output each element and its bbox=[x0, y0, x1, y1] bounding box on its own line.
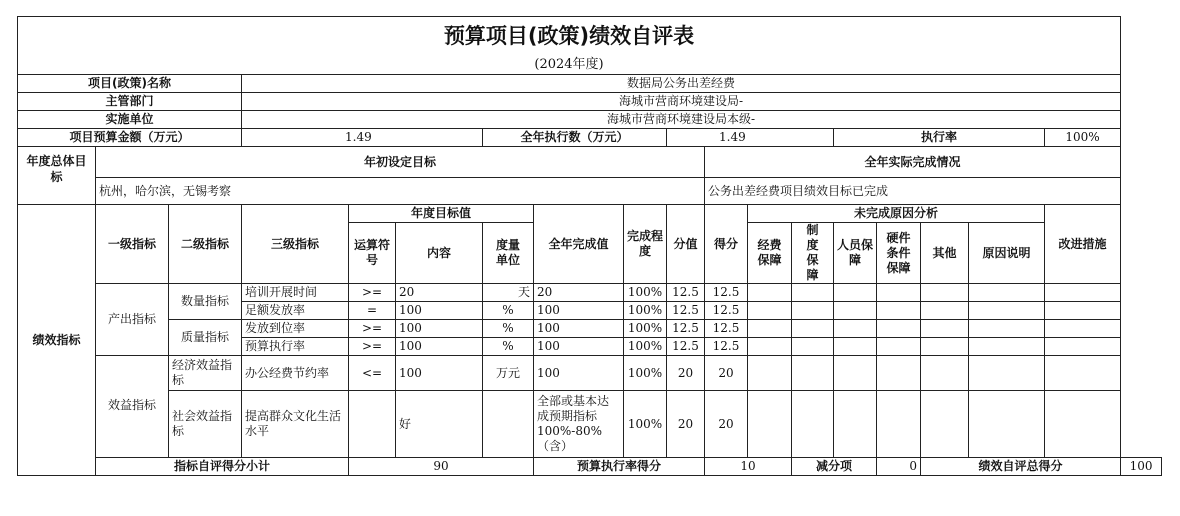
h-r3: 人员保障 bbox=[834, 223, 877, 284]
row-actual: 100 bbox=[534, 338, 624, 356]
l2-qty: 数量指标 bbox=[169, 284, 242, 320]
budget-score-value: 10 bbox=[705, 458, 792, 476]
dept-value: 海城市营商环境建设局- bbox=[242, 93, 1121, 111]
deduct-label: 减分项 bbox=[792, 458, 877, 476]
row-op: = bbox=[349, 302, 396, 320]
row-got: 12.5 bbox=[705, 338, 748, 356]
row-degree: 100% bbox=[624, 320, 667, 338]
budget-label: 项目预算金额（万元） bbox=[18, 129, 242, 147]
row-actual: 全部或基本达成预期指标100%-80%（含） bbox=[534, 391, 624, 458]
h-op: 运算符号 bbox=[349, 223, 396, 284]
row-content: 20 bbox=[396, 284, 483, 302]
h-target: 年度目标值 bbox=[349, 205, 534, 223]
l2-econ: 经济效益指标 bbox=[169, 356, 242, 391]
l1-output: 产出指标 bbox=[96, 284, 169, 356]
row-content: 100 bbox=[396, 320, 483, 338]
table-row bbox=[18, 320, 1162, 338]
h-got: 得分 bbox=[705, 205, 748, 284]
h-level2: 二级指标 bbox=[169, 205, 242, 284]
h-r2: 制度保障 bbox=[792, 223, 834, 284]
row-op: >= bbox=[349, 284, 396, 302]
row-actual: 100 bbox=[534, 320, 624, 338]
row-score: 12.5 bbox=[667, 302, 705, 320]
exec-value: 1.49 bbox=[667, 129, 834, 147]
row-got: 12.5 bbox=[705, 302, 748, 320]
row-name: 足额发放率 bbox=[242, 302, 349, 320]
h-level1: 一级指标 bbox=[96, 205, 169, 284]
budget-value: 1.49 bbox=[242, 129, 483, 147]
row-name: 办公经费节约率 bbox=[242, 356, 349, 391]
row-got: 12.5 bbox=[705, 320, 748, 338]
h-level3: 三级指标 bbox=[242, 205, 349, 284]
row-degree: 100% bbox=[624, 302, 667, 320]
page-subtitle: (2024年度) bbox=[534, 57, 604, 72]
evaluation-sheet bbox=[17, 16, 1162, 476]
rate-label: 执行率 bbox=[834, 129, 1045, 147]
row-op: >= bbox=[349, 338, 396, 356]
subtotal-label: 指标自评得分小计 bbox=[96, 458, 349, 476]
row-actual: 100 bbox=[534, 356, 624, 391]
h-degree: 完成程度 bbox=[624, 205, 667, 284]
total-value: 100 bbox=[1121, 458, 1162, 476]
goals-label: 年度总体目标 bbox=[18, 147, 96, 205]
row-op: >= bbox=[349, 320, 396, 338]
unit-value: 海城市营商环境建设局本级- bbox=[242, 111, 1121, 129]
row-op: <= bbox=[349, 356, 396, 391]
row-unit: % bbox=[483, 320, 534, 338]
subtotal-value: 90 bbox=[349, 458, 534, 476]
row-content: 100 bbox=[396, 356, 483, 391]
row-score: 12.5 bbox=[667, 284, 705, 302]
h-r5: 其他 bbox=[921, 223, 969, 284]
row-name: 发放到位率 bbox=[242, 320, 349, 338]
row-degree: 100% bbox=[624, 356, 667, 391]
row-content: 好 bbox=[396, 391, 483, 458]
l2-social: 社会效益指标 bbox=[169, 391, 242, 458]
row-name: 培训开展时间 bbox=[242, 284, 349, 302]
row-name: 提高群众文化生活水平 bbox=[242, 391, 349, 458]
row-degree: 100% bbox=[624, 338, 667, 356]
exec-label: 全年执行数（万元） bbox=[483, 129, 667, 147]
table-row bbox=[18, 391, 1162, 458]
goals-actual-header: 全年实际完成情况 bbox=[705, 147, 1121, 178]
row-unit: % bbox=[483, 338, 534, 356]
title-block bbox=[18, 17, 1121, 75]
row-got: 20 bbox=[705, 356, 748, 391]
h-r6: 原因说明 bbox=[969, 223, 1045, 284]
budget-score-label: 预算执行率得分 bbox=[534, 458, 705, 476]
perf-label: 绩效指标 bbox=[18, 205, 96, 476]
table-row bbox=[18, 356, 1162, 391]
row-score: 20 bbox=[667, 356, 705, 391]
row-unit: 天 bbox=[483, 284, 534, 302]
row-score: 12.5 bbox=[667, 320, 705, 338]
h-score: 分值 bbox=[667, 205, 705, 284]
goals-initial-text: 杭州，哈尔滨，无锡考察 bbox=[96, 178, 705, 205]
row-content: 100 bbox=[396, 338, 483, 356]
row-degree: 100% bbox=[624, 391, 667, 458]
row-degree: 100% bbox=[624, 284, 667, 302]
goals-initial-header: 年初设定目标 bbox=[96, 147, 705, 178]
row-score: 20 bbox=[667, 391, 705, 458]
evaluation-table bbox=[17, 16, 1162, 476]
row-unit: 万元 bbox=[483, 356, 534, 391]
h-reasons: 未完成原因分析 bbox=[748, 205, 1045, 223]
total-label: 绩效自评总得分 bbox=[921, 458, 1121, 476]
h-content: 内容 bbox=[396, 223, 483, 284]
h-actual: 全年完成值 bbox=[534, 205, 624, 284]
h-r1: 经费保障 bbox=[748, 223, 792, 284]
page-title: 预算项目(政策)绩效自评表 bbox=[443, 24, 695, 48]
goals-actual-text: 公务出差经费项目绩效目标已完成 bbox=[705, 178, 1121, 205]
unit-label: 实施单位 bbox=[18, 111, 242, 129]
h-improve: 改进措施 bbox=[1045, 205, 1121, 284]
deduct-value: 0 bbox=[877, 458, 921, 476]
h-r4: 硬件条件保障 bbox=[877, 223, 921, 284]
project-name-value: 数据局公务出差经费 bbox=[242, 75, 1121, 93]
row-got: 12.5 bbox=[705, 284, 748, 302]
row-op bbox=[349, 391, 396, 458]
row-content: 100 bbox=[396, 302, 483, 320]
row-name: 预算执行率 bbox=[242, 338, 349, 356]
l2-qual: 质量指标 bbox=[169, 320, 242, 356]
row-unit bbox=[483, 391, 534, 458]
row-score: 12.5 bbox=[667, 338, 705, 356]
row-got: 20 bbox=[705, 391, 748, 458]
h-unit: 度量单位 bbox=[483, 223, 534, 284]
table-row bbox=[18, 284, 1162, 302]
rate-value: 100% bbox=[1045, 129, 1121, 147]
row-actual: 20 bbox=[534, 284, 624, 302]
project-name-label: 项目(政策)名称 bbox=[18, 75, 242, 93]
l1-benefit: 效益指标 bbox=[96, 356, 169, 458]
row-unit: % bbox=[483, 302, 534, 320]
dept-label: 主管部门 bbox=[18, 93, 242, 111]
row-actual: 100 bbox=[534, 302, 624, 320]
